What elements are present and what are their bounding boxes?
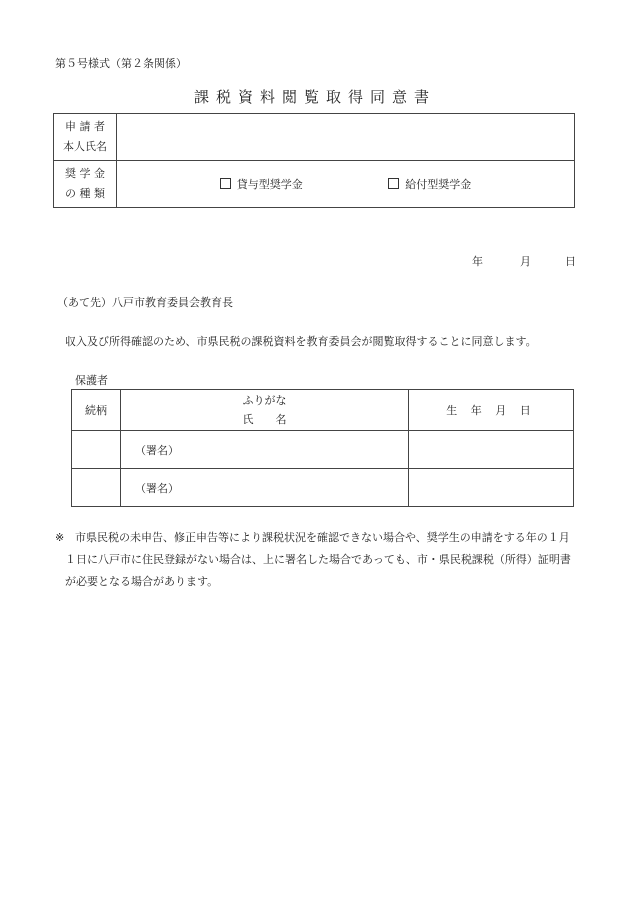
consent-text: 収入及び所得確認のため、市県民税の課税資料を教育委員会が閲覧取得することに同意します。	[65, 335, 537, 348]
form-number: 第５号様式（第２条関係）	[55, 57, 187, 70]
date-month-label: 月	[520, 255, 531, 268]
scholarship-label	[54, 161, 117, 208]
note-mark: ※	[55, 531, 65, 544]
relation-header: 続柄	[72, 390, 121, 431]
name-header	[121, 390, 409, 431]
birthdate-field[interactable]	[409, 469, 574, 507]
applicant-table	[53, 113, 575, 208]
name-header-label: 氏 名	[242, 413, 287, 426]
addressee: （あて先）八戸市教育委員会教育長	[57, 296, 233, 309]
furigana-header: ふりがな	[242, 394, 287, 407]
loan-option-label: 貸与型奨学金	[236, 178, 303, 191]
guardian-table	[71, 389, 574, 507]
applicant-name-field[interactable]	[117, 114, 575, 161]
signature-field[interactable]: （署名）	[121, 469, 409, 507]
applicant-label	[54, 114, 117, 161]
signature-field[interactable]: （署名）	[121, 431, 409, 469]
relation-field[interactable]	[72, 469, 121, 507]
birthdate-header: 生 年 月 日	[409, 390, 574, 431]
note-text: 市県民税の未申告、修正申告等により課税状況を確認できない場合や、奨学生の申請をする年の１月１日に八戸市に住民登録がない場合は、上に署名した場合であっても、市・県民税課税（所得）証明書が必要となる場合があります。	[65, 531, 571, 588]
relation-field[interactable]	[72, 431, 121, 469]
grant-option-label: 給付型奨学金	[405, 178, 472, 191]
footnote	[55, 527, 580, 593]
table-row	[72, 469, 574, 507]
applicant-label-line2: 本人氏名	[63, 140, 107, 153]
scholarship-type-cell	[117, 161, 575, 208]
birthdate-field[interactable]	[409, 431, 574, 469]
grant-option[interactable]	[388, 176, 471, 192]
page-title: 課税資料閲覧取得同意書	[193, 88, 436, 106]
scholarship-label-line2: の 種 類	[65, 187, 105, 200]
table-row	[72, 431, 574, 469]
guardian-label: 保護者	[75, 374, 108, 387]
date-day-label: 日	[565, 255, 576, 268]
applicant-label-line1: 申 請 者	[65, 120, 105, 133]
loan-option[interactable]	[220, 176, 303, 192]
checkbox-icon[interactable]	[388, 178, 399, 189]
scholarship-label-line1: 奨 学 金	[65, 167, 105, 180]
checkbox-icon[interactable]	[220, 178, 231, 189]
date-year-label: 年	[472, 255, 483, 268]
